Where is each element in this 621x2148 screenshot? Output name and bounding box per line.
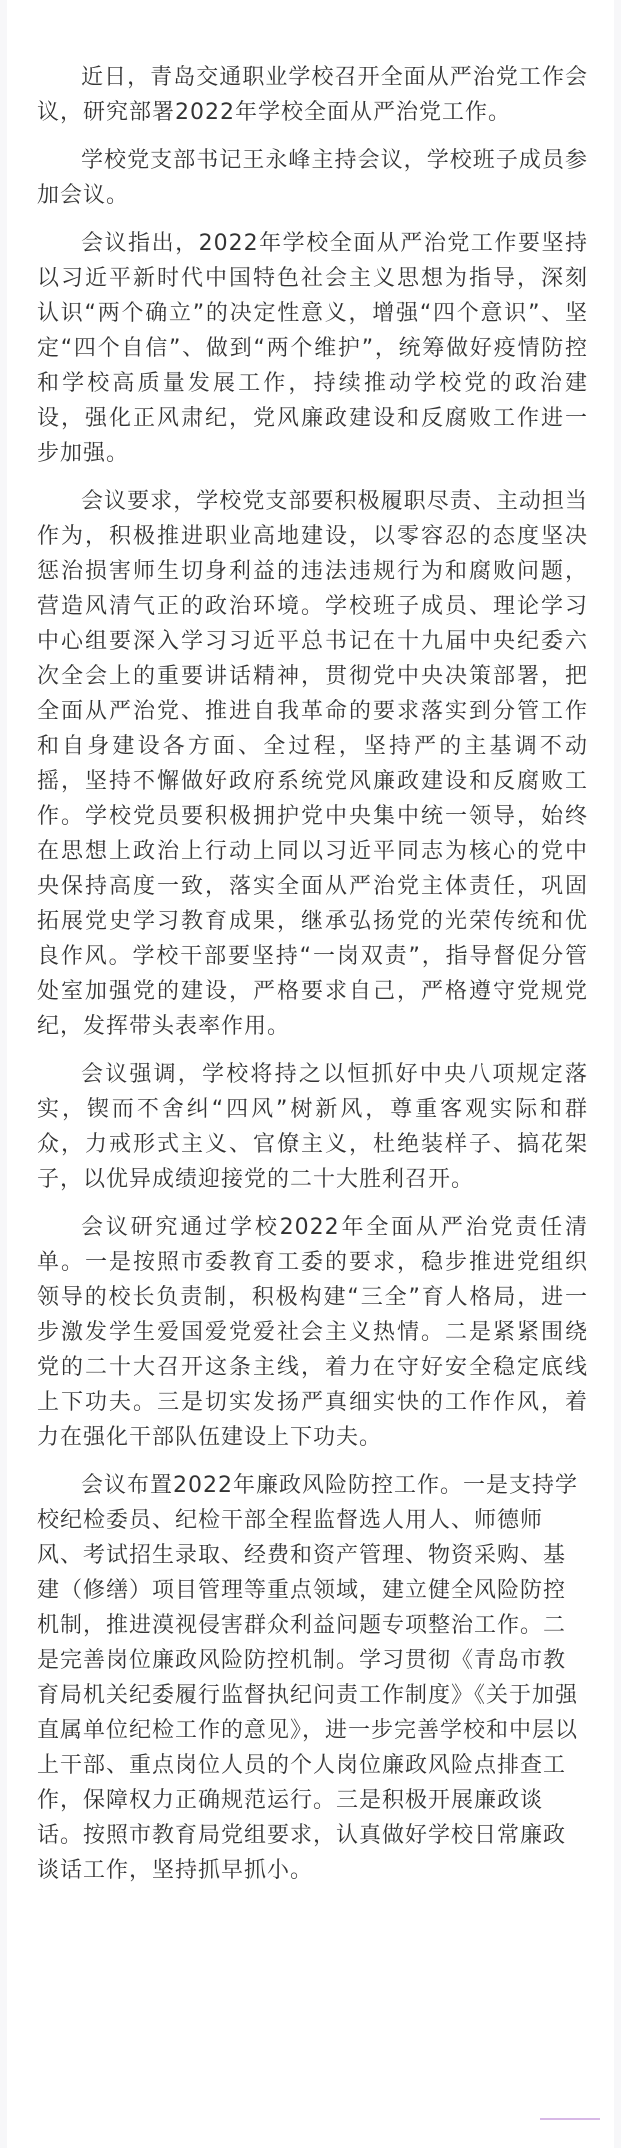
article-paragraph-6: 会议研究通过学校2022年全面从严治党责任清单。一是按照市委教育工委的要求，稳步推进党组织领导的校长负责制，积极构建“三全”育人格局，进一步激发学生爱国爱党爱社会主义热情。二是紧紧围绕党的二十大召开这条主线，着力在守好安全稳定底线上下功夫。三是切实发扬严真细实快的工作作风，着力在强化干部队伍建设上下功夫。 <box>37 1215 588 1450</box>
article-paragraph-5: 会议强调，学校将持之以恒抓好中央八项规定落实，锲而不舍纠“四风”树新风，尊重客观实际和群众，力戒形式主义、官僚主义，杜绝装样子、搞花架子，以优异成绩迎接党的二十大胜利召开。 <box>37 1062 588 1192</box>
article-page <box>7 0 614 2148</box>
article-paragraph-1: 近日，青岛交通职业学校召开全面从严治党工作会议，研究部署2022年学校全面从严治党工作。 <box>37 65 588 125</box>
article-paragraph-2: 学校党支部书记王永峰主持会议，学校班子成员参加会议。 <box>37 148 588 208</box>
article-paragraph-7: 会议布置2022年廉政风险防控工作。一是支持学校纪检委员、纪检干部全程监督选人用人、师德师风、考试招生录取、经费和资产管理、物资采购、基建（修缮）项目管理等重点领域，建立健全风险防控机制，推进漠视侵害群众利益问题专项整治工作。二是完善岗位廉政风险防控机制。学习贯彻《青岛市教育局机关纪委履行监督执纪问责工作制度》《关于加强直属单位纪检工作的意见》，进一步完善学校和中层以上干部、重点岗位人员的个人岗位廉政风险点排查工作，保障权力正确规范运行。三是积极开展廉政谈话。按照市教育局党组要求，认真做好学校日常廉政谈话工作，坚持抓早抓小。 <box>37 1473 579 1883</box>
footer-divider <box>540 2118 600 2120</box>
article-paragraph-4: 会议要求，学校党支部要积极履职尽责、主动担当作为，积极推进职业高地建设，以零容忍的态度坚决惩治损害师生切身利益的违法违规行为和腐败问题，营造风清气正的政治环境。学校班子成员、理论学习中心组要深入学习习近平总书记在十九届中央纪委六次全会上的重要讲话精神，贯彻党中央决策部署，把全面从严治党、推进自我革命的要求落实到分管工作和自身建设各方面、全过程，坚持严的主基调不动摇，坚持不懈做好政府系统党风廉政建设和反腐败工作。学校党员要积极拥护党中央集中统一领导，始终在思想上政治上行动上同以习近平同志为核心的党中央保持高度一致，落实全面从严治党主体责任，巩固拓展党史学习教育成果，继承弘扬党的光荣传统和优良作风。学校干部要坚持“一岗双责”，指导督促分管处室加强党的建设，严格要求自己，严格遵守党规党纪，发挥带头表率作用。 <box>37 489 588 1039</box>
article-paragraph-3: 会议指出，2022年学校全面从严治党工作要坚持以习近平新时代中国特色社会主义思想为指导，深刻认识“两个确立”的决定性意义，增强“四个意识”、坚定“四个自信”、做到“两个维护”，统筹做好疫情防控和学校高质量发展工作，持续推动学校党的政治建设，强化正风肃纪，党风廉政建设和反腐败工作进一步加强。 <box>37 231 588 466</box>
